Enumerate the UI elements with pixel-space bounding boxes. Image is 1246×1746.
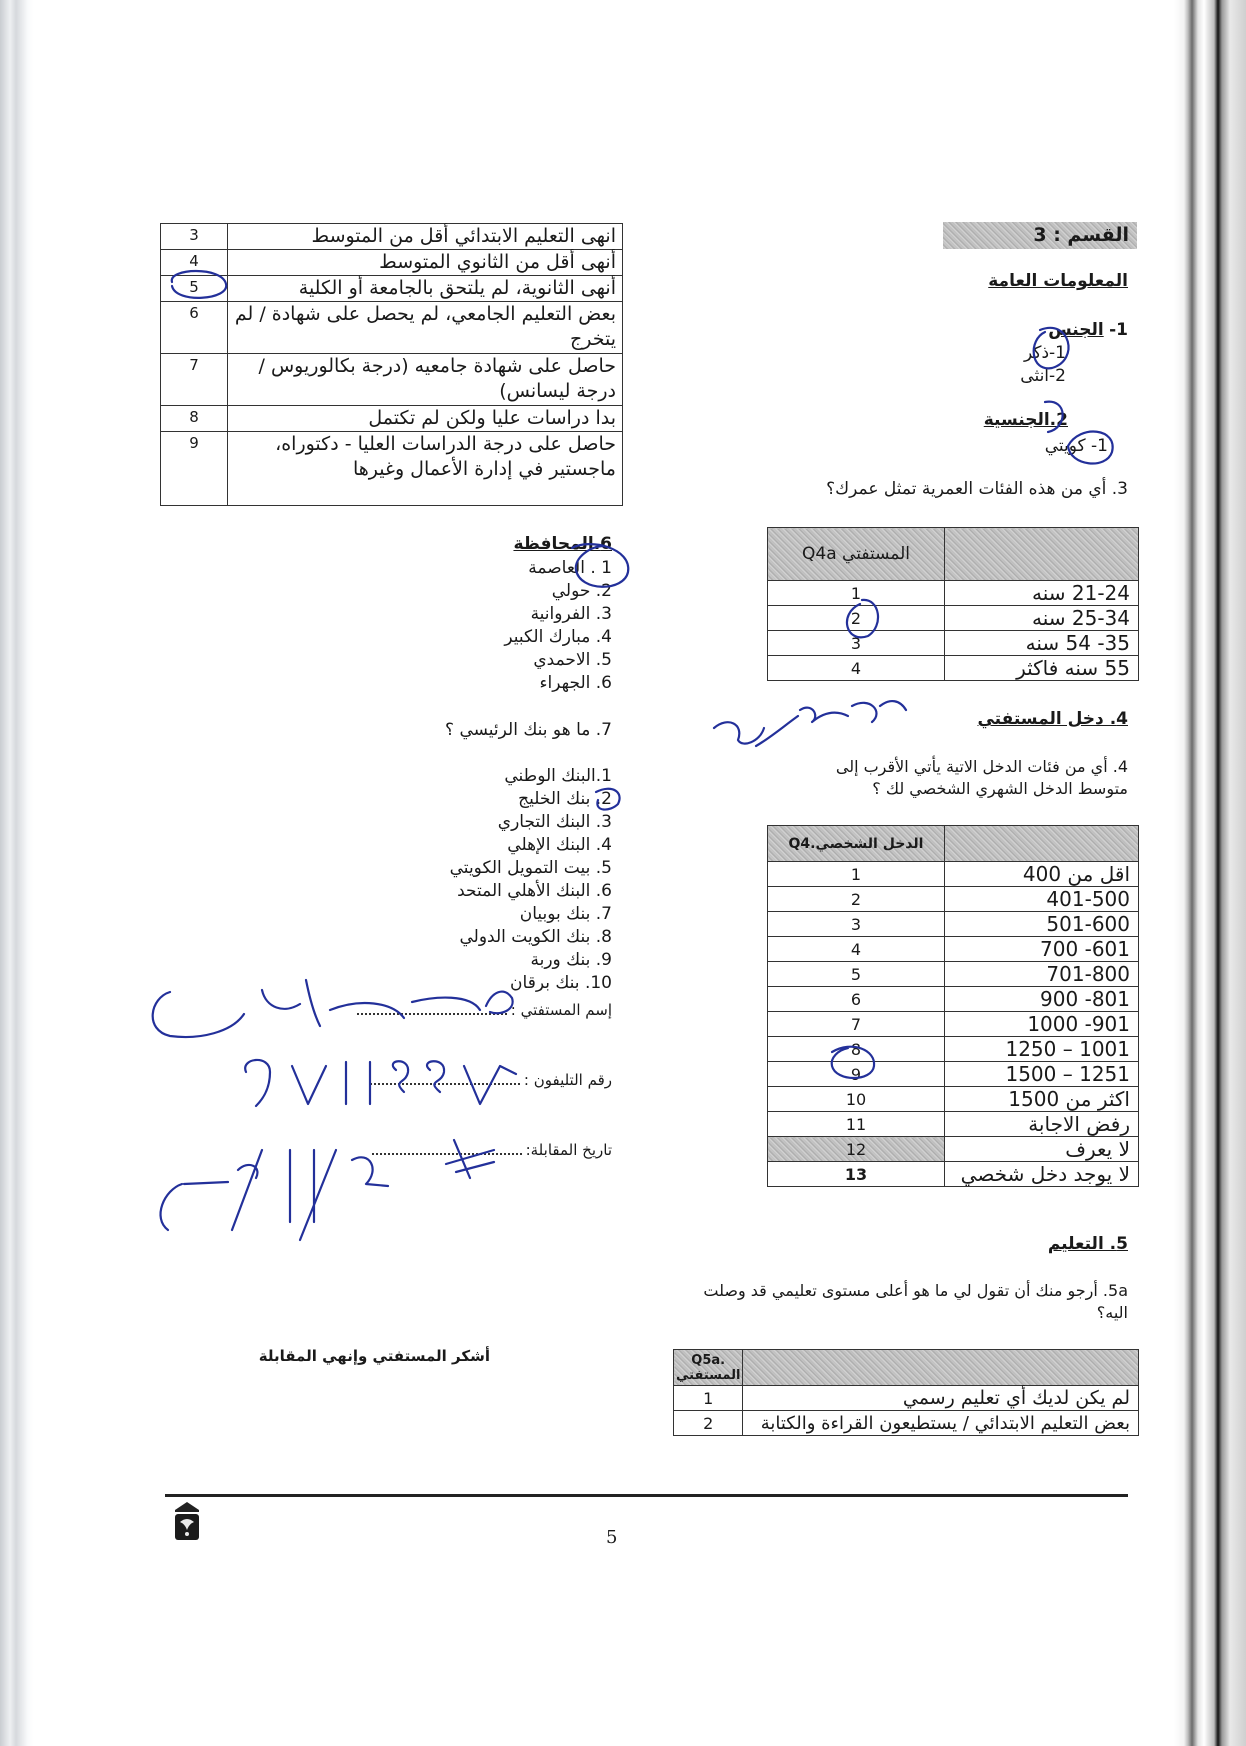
- governorate-option[interactable]: 3. الفروانية: [530, 604, 612, 624]
- education-table-continued: [160, 223, 623, 506]
- age-row[interactable]: 2 25-34 سنه: [768, 606, 1139, 631]
- income-row[interactable]: 4 601- 700: [768, 937, 1139, 962]
- footer-rule: [165, 1494, 1128, 1497]
- income-row[interactable]: 11 رفض الاجابة: [768, 1112, 1139, 1137]
- bank-option[interactable]: 5. بيت التمويل الكويتي: [449, 858, 612, 878]
- bank-option[interactable]: 7. بنك بوبيان: [519, 904, 612, 924]
- page-number: 5: [606, 1527, 618, 1548]
- income-table-header-blank: [945, 826, 1139, 862]
- education-row[interactable]: 6 بعض التعليم الجامعي، لم يحصل على شهادة / لم يتخرج: [161, 302, 623, 354]
- gender-option-2[interactable]: 2-انثى: [1020, 366, 1066, 386]
- income-row[interactable]: 10 اكثر من 1500: [768, 1087, 1139, 1112]
- income-row[interactable]: 6 801- 900: [768, 987, 1139, 1012]
- governorate-options: [504, 557, 612, 695]
- publisher-logo-icon: [171, 1500, 203, 1542]
- income-row[interactable]: 8 1001 – 1250: [768, 1037, 1139, 1062]
- bank-option[interactable]: 6. البنك الأهلي المتحد: [457, 881, 612, 901]
- income-row[interactable]: 9 1251 – 1500: [768, 1062, 1139, 1087]
- education-row[interactable]: 5 أنهى الثانوية، لم يلتحق بالجامعة أو الكلية: [161, 276, 623, 302]
- closing-instruction: أشكر المستفتي وإنهي المقابلة: [258, 1347, 490, 1365]
- governorate-option[interactable]: 2. حولي: [551, 581, 612, 601]
- education-table-header-blank: [743, 1350, 1139, 1386]
- gender-option-1[interactable]: 1-ذكر: [1023, 343, 1066, 363]
- age-question: 3. أي من هذه الفئات العمرية تمثل عمرك؟: [826, 479, 1128, 499]
- age-row[interactable]: 3 35- 54 سنه: [768, 631, 1139, 656]
- income-title: 4. دخل المستفتي: [977, 709, 1128, 729]
- age-row[interactable]: 1 21-24 سنه: [768, 581, 1139, 606]
- bank-options: [450, 765, 612, 995]
- income-row[interactable]: 1 اقل من 400: [768, 862, 1139, 887]
- education-table: [673, 1349, 1139, 1436]
- bank-option[interactable]: 8. بنك الكويت الدولي: [459, 927, 612, 947]
- general-info-title: المعلومات العامة: [988, 271, 1128, 291]
- education-question: 5a. أرجو منك أن تقول لي ما هو أعلى مستوى تعليمي قد وصلت اليه؟: [703, 1281, 1128, 1322]
- education-table-header: Q5a. المستفتي: [674, 1350, 743, 1386]
- bank-question: 7. ما هو بنك الرئيسي ؟: [445, 720, 612, 740]
- gender-options: [1020, 342, 1066, 388]
- income-row[interactable]: 12 لا يعرف: [768, 1137, 1139, 1162]
- respondent-name-field[interactable]: إسم المستفتي :: [353, 999, 612, 1019]
- education-row[interactable]: 8 بدا دراسات عليا ولكن لم تكتمل: [161, 406, 623, 432]
- interview-date-field[interactable]: تاريخ المقابلة:: [368, 1139, 612, 1159]
- income-row[interactable]: 3 501-600: [768, 912, 1139, 937]
- bank-option[interactable]: 4. البنك الإهلي: [507, 835, 612, 855]
- income-row[interactable]: 5 701-800: [768, 962, 1139, 987]
- section-label: القسم : 3: [943, 222, 1137, 249]
- age-table: [767, 527, 1139, 681]
- income-question: 4. أي من فئات الدخل الاتية يأتي الأقرب إلى متوسط الدخل الشهري الشخصي لك ؟: [835, 757, 1128, 798]
- governorate-option[interactable]: 4. مبارك الكبير: [504, 627, 612, 647]
- scan-edge-right: [1174, 0, 1246, 1746]
- education-row[interactable]: 7 حاصل على شهادة جامعيه (درجة بكالوريوس / درجة ليسانس): [161, 354, 623, 406]
- age-table-header-blank: [945, 528, 1139, 581]
- education-row[interactable]: 3 انهى التعليم الابتدائي أقل من المتوسط: [161, 224, 623, 250]
- age-table-header: Q4a المستفتي: [768, 528, 945, 581]
- scan-edge-left: [0, 0, 34, 1746]
- governorate-option[interactable]: 5. الاحمدي: [533, 650, 612, 670]
- ink-age-note: [714, 701, 906, 746]
- bank-option[interactable]: 3. البنك التجاري: [497, 812, 612, 832]
- governorate-option[interactable]: 1 . العاصمة: [528, 558, 612, 578]
- education-row[interactable]: 1 لم يكن لديك أي تعليم رسمي: [674, 1386, 1139, 1411]
- income-table-header: Q4.الدخل الشخصي: [768, 826, 945, 862]
- income-row[interactable]: 7 901- 1000: [768, 1012, 1139, 1037]
- nationality-option-1[interactable]: 1- كويتي: [1044, 436, 1108, 456]
- age-row[interactable]: 4 55 سنه فاكثر: [768, 656, 1139, 681]
- education-title: 5. التعليم: [1047, 1234, 1128, 1254]
- education-row[interactable]: 2 بعض التعليم الابتدائي / يستطيعون القراءة والكتابة: [674, 1411, 1139, 1436]
- governorate-option[interactable]: 6. الجهراء: [539, 673, 612, 693]
- income-row[interactable]: 13 لا يوجد دخل شخصي: [768, 1162, 1139, 1187]
- gender-question: 1- الجنس: [1048, 320, 1128, 340]
- respondent-phone-field[interactable]: رقم التليفون :: [366, 1069, 612, 1089]
- education-row[interactable]: 9 حاصل على درجة الدراسات العليا - دكتوراه، ماجستير في إدارة الأعمال وغيرها: [161, 432, 623, 506]
- bank-option[interactable]: 10. بنك برقان: [510, 973, 612, 993]
- income-row[interactable]: 2 401-500: [768, 887, 1139, 912]
- education-row[interactable]: 4 أنهى أقل من الثانوي المتوسط: [161, 250, 623, 276]
- income-table: [767, 825, 1139, 1187]
- bank-option[interactable]: 2. بنك الخليج: [518, 789, 612, 809]
- nationality-title: 2.الجنسية: [983, 410, 1068, 430]
- bank-option[interactable]: 9. بنك وربة: [530, 950, 612, 970]
- bank-option[interactable]: 1.البنك الوطني: [504, 766, 612, 786]
- governorate-title: 6.المحافظة: [513, 534, 612, 554]
